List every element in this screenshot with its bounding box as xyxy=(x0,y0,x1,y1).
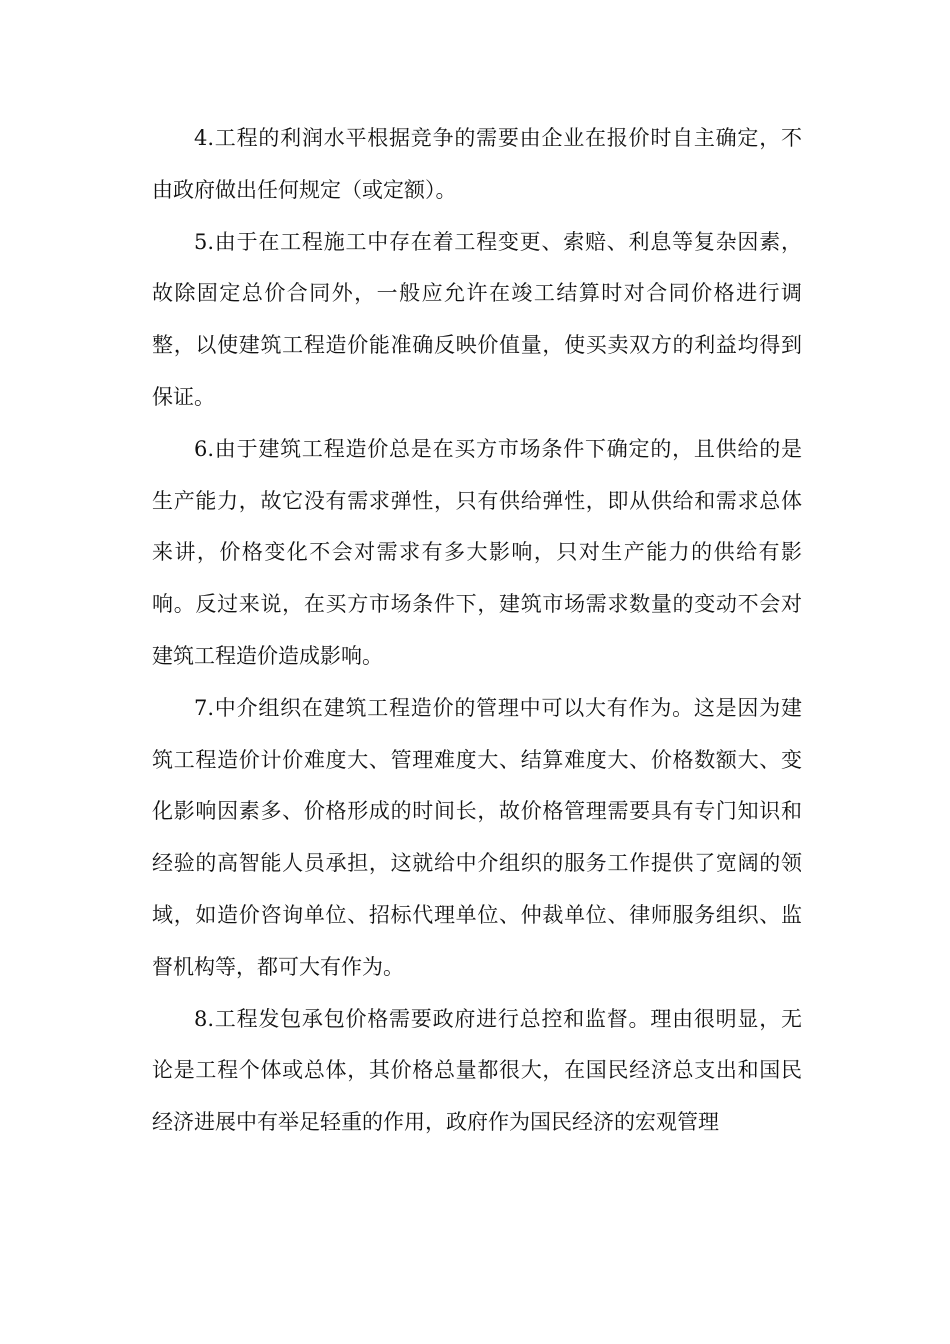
paragraph-6: 6.由于建筑工程造价总是在买方市场条件下确定的，且供给的是生产能力，故它没有需求弹性，只有供给弹性，即从供给和需求总体来讲，价格变化不会对需求有多大影响，只对生产能力的供给有影响。反过来说，在买方市场条件下，建筑市场需求数量的变动不会对建筑工程造价造成影响。 xyxy=(152,436,802,668)
paragraph-7: 7.中介组织在建筑工程造价的管理中可以大有作为。这是因为建筑工程造价计价难度大、管理难度大、结算难度大、价格数额大、变化影响因素多、价格形成的时间长，故价格管理需要具有专门知识和经验的高智能人员承担，这就给中介组织的服务工作提供了宽阔的领域，如造价咨询单位、招标代理单位、仲裁单位、律师服务组织、监督机构等，都可大有作为。 xyxy=(152,695,802,979)
paragraph-8: 8.工程发包承包价格需要政府进行总控和监督。理由很明显，无论是工程个体或总体，其价格总量都很大，在国民经济总支出和国民经济进展中有举足轻重的作用，政府作为国民经济的宏观管理 xyxy=(152,1006,802,1135)
paragraph-4: 4.工程的利润水平根据竞争的需要由企业在报价时自主确定，不由政府做出任何规定（或定额）。 xyxy=(152,126,802,202)
paragraph-5: 5.由于在工程施工中存在着工程变更、索赔、利息等复杂因素，故除固定总价合同外，一般应允许在竣工结算时对合同价格进行调整，以使建筑工程造价能准确反映价值量，使买卖双方的利益均得到保证。 xyxy=(152,229,802,409)
document-body xyxy=(152,113,802,1149)
